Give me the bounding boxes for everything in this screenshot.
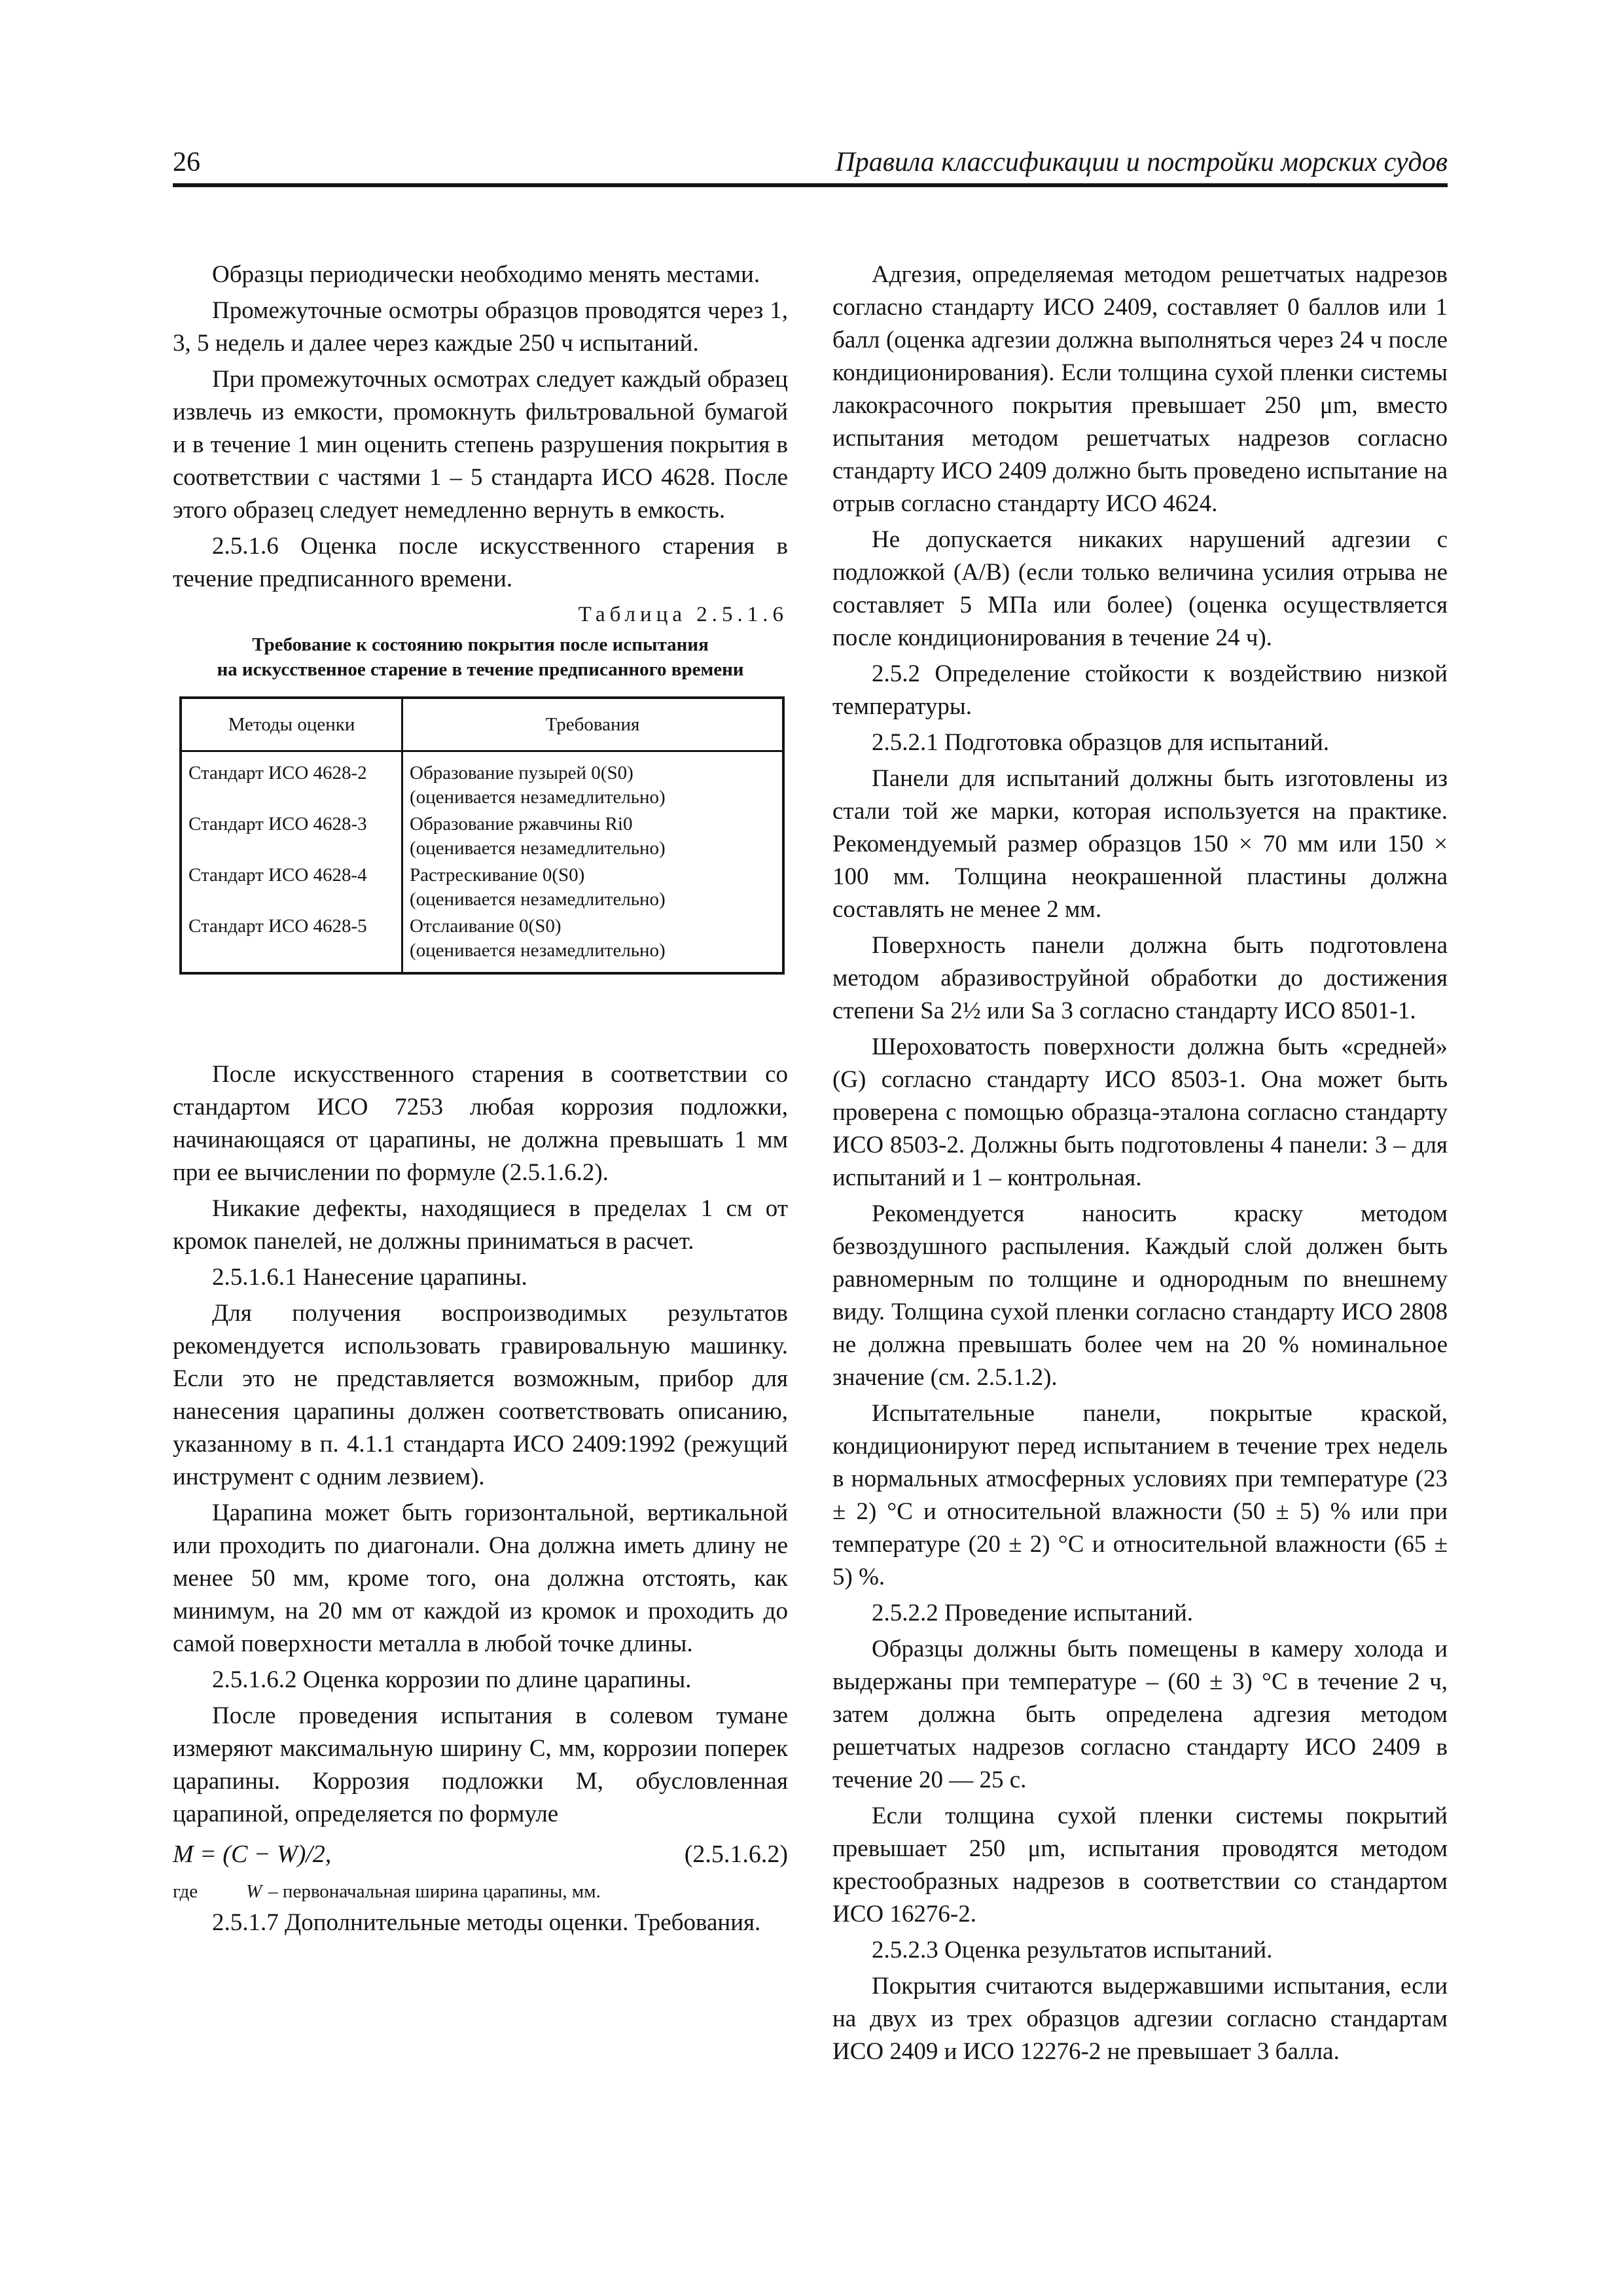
paragraph: После проведения испытания в солевом тумане измеряют максимальную ширину C, мм, коррозии поперек царапины. Коррозия подложки M, обусловленная царапиной, определяется по формуле xyxy=(173,1702,788,1827)
section-heading: 2.5.1.6 Оценка после искусственного старения в течение предписанного времени. xyxy=(173,533,788,592)
requirement-note: (оценивается незамедлительно) xyxy=(410,787,666,808)
section-heading: 2.5.1.6.2 Оценка коррозии по длине царапины. xyxy=(212,1666,692,1693)
requirement-cell xyxy=(402,811,784,862)
paragraph: Испытательные панели, покрытые краской, кондиционируют перед испытанием в течение трех недель в нормальных атмосферных условиях при температуре (23 ± 2) °C и относительной влажности (50 ± 5) % или при температуре (20 ± 2) °C и относительной влажности (65 ± 5) %. xyxy=(832,1400,1448,1590)
requirement-text: Образование пузырей 0(S0) xyxy=(410,762,633,783)
paragraph: Царапина может быть горизонтальной, вертикальной или проходить по диагонали. Она должна иметь длину не менее 50 мм, кроме того, она должна отстоять, как минимум, на 20 мм от каждой из кромок и проходить до самой поверхности металла в любой точке длины. xyxy=(173,1499,788,1657)
section-heading: 2.5.1.6.1 Нанесение царапины. xyxy=(212,1264,527,1291)
formula-number: (2.5.1.6.2) xyxy=(684,1840,788,1868)
requirement-text: Отслаивание 0(S0) xyxy=(410,916,562,937)
paragraph: Никакие дефекты, находящиеся в пределах 1 см от кромок панелей, не должны приниматься в расчет. xyxy=(173,1195,788,1255)
section-heading: 2.5.2.2 Проведение испытаний. xyxy=(872,1600,1194,1626)
paragraph: Рекомендуется наносить краску методом безвоздушного распыления. Каждый слой должен быть равномерным по толщине и однородным по внешнему виду. Толщина сухой пленки согласно стандарту ИСО 2808 не должна превышать более чем на 20 % номинальное значение (см. 2.5.1.2). xyxy=(832,1200,1448,1391)
paragraph: Поверхность панели должна быть подготовлена методом абразивоструйной обработки до достижения степени Sa 2½ или Sa 3 согласно стандарту ИСО 8501-1. xyxy=(832,932,1448,1024)
section-heading: 2.5.2.1 Подготовка образцов для испытаний. xyxy=(872,729,1330,756)
formula-row xyxy=(173,1837,788,1871)
section-heading: 2.5.2 Определение стойкости к воздействию низкой температуры. xyxy=(832,660,1448,720)
table-row xyxy=(181,913,783,973)
method-cell: Стандарт ИСО 4628-2 xyxy=(181,751,402,812)
requirement-text: Растрескивание 0(S0) xyxy=(410,865,585,886)
table-row xyxy=(181,862,783,913)
method-cell: Стандарт ИСО 4628-3 xyxy=(181,811,402,862)
running-title: Правила классификации и постройки морских судов xyxy=(835,147,1448,177)
paragraph: Если толщина сухой пленки системы покрытий превышает 250 μm, испытания проводятся методом крестообразных надрезов в соответствии со стандартом ИСО 16276-2. xyxy=(832,1803,1448,1928)
requirement-cell xyxy=(402,751,784,812)
right-column xyxy=(832,259,1448,2068)
method-cell: Стандарт ИСО 4628-4 xyxy=(181,862,402,913)
requirement-note: (оценивается незамедлительно) xyxy=(410,889,666,910)
left-column xyxy=(173,259,788,1939)
table-header-row xyxy=(181,698,783,751)
where-symbol: W xyxy=(246,1881,262,1902)
paragraph: Покрытия считаются выдержавшими испытания, если на двух из трех образцов адгезии согласно стандартам ИСО 2409 и ИСО 12276-2 не превышает 3 балла. xyxy=(832,1973,1448,2065)
table-row xyxy=(181,751,783,812)
page-header xyxy=(173,144,1448,187)
formula: M = (C − W)/2, xyxy=(173,1840,332,1868)
paragraph: Образцы должны быть помещены в камеру холода и выдержаны при температуре – (60 ± 3) °C в течение 2 ч, затем должна быть определена адгезия методом решетчатых надрезов согласно стандарту ИСО 2409 в течение 20 — 25 с. xyxy=(832,1636,1448,1793)
table-title xyxy=(173,632,788,682)
column-header-requirements: Требования xyxy=(402,698,784,751)
paragraph: После искусственного старения в соответствии со стандартом ИСО 7253 любая коррозия подложки, начинающаяся от царапины, не должна превышать 1 мм при ее вычислении по формуле (2.5.1.6.2). xyxy=(173,1061,788,1186)
where-word: где xyxy=(173,1881,198,1902)
requirement-cell xyxy=(402,862,784,913)
paragraph: Образцы периодически необходимо менять местами. xyxy=(212,261,760,288)
requirement-note: (оценивается незамедлительно) xyxy=(410,838,666,859)
table-row xyxy=(181,811,783,862)
spacer xyxy=(173,975,788,1058)
requirements-table xyxy=(179,696,785,975)
paragraph: При промежуточных осмотрах следует каждый образец извлечь из емкости, промокнуть фильтровальной бумагой и в течение 1 мин оценить степень разрушения покрытия в соответствии с частями 1 – 5 стандарта ИСО 4628. После этого образец следует немедленно вернуть в емкость. xyxy=(173,366,788,524)
requirement-text: Образование ржавчины Ri0 xyxy=(410,814,633,834)
paragraph: Панели для испытаний должны быть изготовлены из стали той же марки, которая используется на практике. Рекомендуемый размер образцов 150 × 70 мм или 150 × 100 мм. Толщина неокрашенной пластины должна составлять не менее 2 мм. xyxy=(832,765,1448,923)
paragraph: Шероховатость поверхности должна быть «средней» (G) согласно стандарту ИСО 8503-1. Она может быть проверена с помощью образца-эталона согласно стандарту ИСО 8503-2. Должны быть подготовлены 4 панели: 3 – для испытаний и 1 – контрольная. xyxy=(832,1033,1448,1191)
table-title-line: на искусственное старение в течение предписанного времени xyxy=(217,659,744,680)
page-number: 26 xyxy=(173,147,200,177)
where-text: – первоначальная ширина царапины, мм. xyxy=(268,1881,601,1902)
section-heading: 2.5.1.7 Дополнительные методы оценки. Требования. xyxy=(212,1909,761,1936)
paragraph: Промежуточные осмотры образцов проводятся через 1, 3, 5 недель и далее через каждые 250 ч испытаний. xyxy=(173,297,788,357)
paragraph: Адгезия, определяемая методом решетчатых надрезов согласно стандарту ИСО 2409, составляет 0 баллов или 1 балл (оценка адгезии должна выполняться через 24 ч после кондиционирования). Если толщина сухой пленки системы лакокрасочного покрытия превышает 250 μm, вместо испытания методом решетчатых надрезов согласно стандарту ИСО 2409 должно быть проведено испытание на отрыв согласно стандарту ИСО 4624. xyxy=(832,261,1448,517)
section-heading: 2.5.2.3 Оценка результатов испытаний. xyxy=(872,1937,1273,1964)
table-title-line: Требование к состоянию покрытия после испытания xyxy=(252,634,709,655)
paragraph: Для получения воспроизводимых результатов рекомендуется использовать гравировальную машинку. Если это не представляется возможным, прибор для нанесения царапины должен соответствовать описанию, указанному в п. 4.1.1 стандарта ИСО 2409:1992 (режущий инструмент с одним лезвием). xyxy=(173,1300,788,1490)
requirement-note: (оценивается незамедлительно) xyxy=(410,940,666,961)
formula-legend xyxy=(173,1876,788,1907)
method-cell: Стандарт ИСО 4628-5 xyxy=(181,913,402,973)
table-caption: Таблица 2.5.1.6 xyxy=(578,603,788,626)
requirement-cell xyxy=(402,913,784,973)
column-header-methods: Методы оценки xyxy=(181,698,402,751)
paragraph: Не допускается никаких нарушений адгезии с подложкой (A/B) (если только величина усилия отрыва не составляет 5 МПа или более) (оценка осуществляется после кондиционирования в течение 24 ч). xyxy=(832,526,1448,651)
